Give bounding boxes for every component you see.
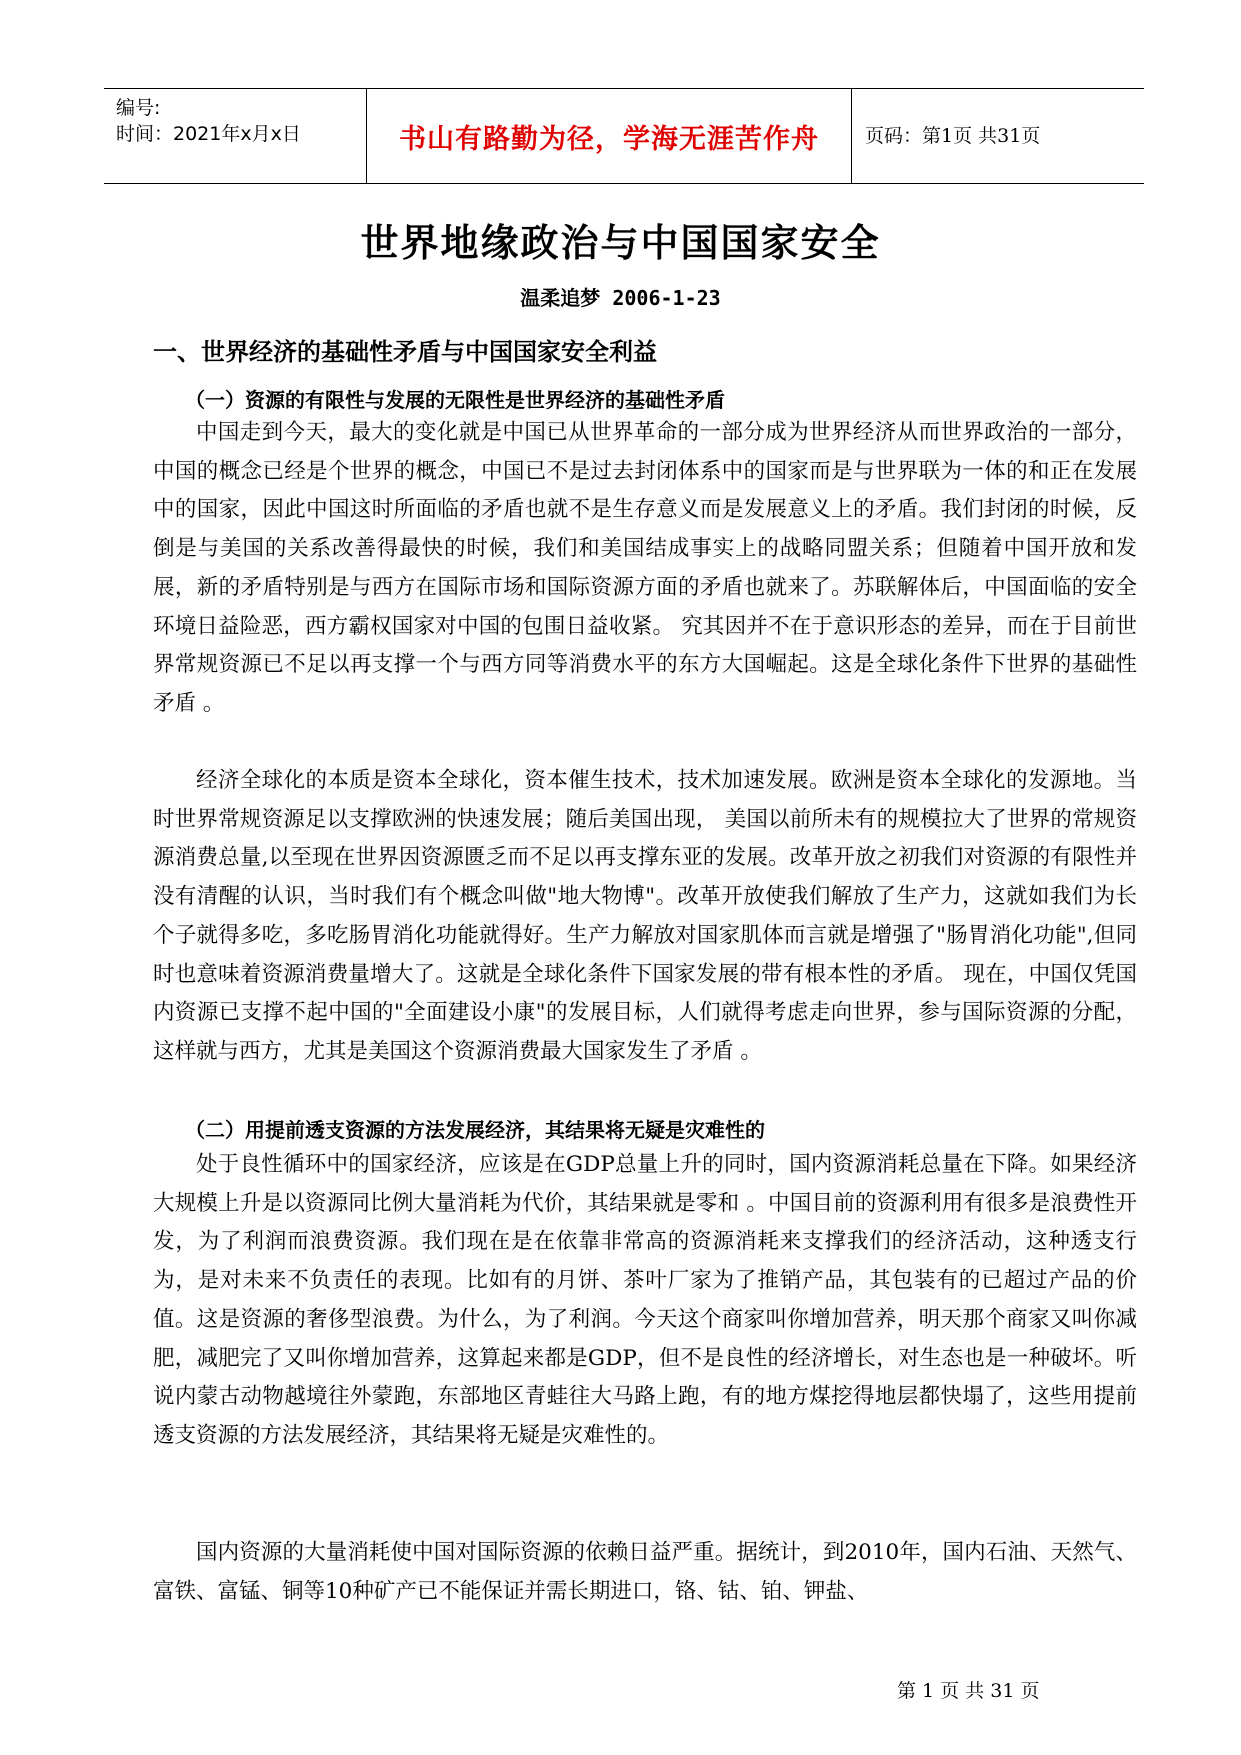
header-motto-cell bbox=[366, 89, 852, 183]
paragraph-2: 经济全球化的本质是资本全球化，资本催生技术，技术加速发展。欧洲是资本全球化的发源地。当时世界常规资源足以支撑欧洲的快速发展；随后美国出现， 美国以前所未有的规模拉大了世界的常规资源消费总量,以至现在世界因资源匮乏而不足以再支撑东亚的发展。改革开放之初我们对资源的有限性并没有清醒的认识，当时我们有个概念叫做"地大物博"。改革开放使我们解放了生产力，这就如我们为长个子就得多吃，多吃肠胃消化功能就得好。生产力解放对国家肌体而言就是增强了"肠胃消化功能",但同时也意味着资源消费量增大了。这就是全球化条件下国家发展的带有根本性的矛盾。 现在，中国仅凭国内资源已支撑不起中国的"全面建设小康"的发展目标，人们就得考虑走向世界，参与国际资源的分配，这样就与西方，尤其是美国这个资源消费最大国家发生了矛盾 。 bbox=[153, 768, 1137, 1064]
paragraph-3: 处于良性循环中的国家经济，应该是在GDP总量上升的同时，国内资源消耗总量在下降。如果经济大规模上升是以资源同比例大量消耗为代价，其结果就是零和 。中国目前的资源利用有很多是浪费性开发，为了利润而浪费资源。我们现在是在依靠非常高的资源消耗来支撑我们的经济活动，这种透支行为，是对未来不负责任的表现。比如有的月饼、茶叶厂家为了推销产品，其包装有的已超过产品的价值。这是资源的奢侈型浪费。为什么，为了利润。今天这个商家叫你增加营养，明天那个商家又叫你减肥，减肥完了又叫你增加营养，这算起来都是GDP，但不是良性的经济增长，对生态也是一种破坏。听说内蒙古动物越境往外蒙跑，东部地区青蛙往大马路上跑，有的地方煤挖得地层都快塌了，这些用提前透支资源的方法发展经济，其结果将无疑是灾难性的。 bbox=[153, 1152, 1137, 1448]
header-page-cell bbox=[851, 89, 1144, 183]
header-table bbox=[104, 88, 1144, 184]
subsection-heading-1: （一）资源的有限性与发展的无限性是世界经济的基础性矛盾 bbox=[185, 388, 725, 412]
serial-number-label: 编号: bbox=[116, 97, 161, 119]
time-label: 时间：2021年x月x日 bbox=[116, 123, 301, 145]
section-heading-1: 一、世界经济的基础性矛盾与中国国家安全利益 bbox=[153, 337, 657, 366]
page-number-label: 页码：第1页 共31页 bbox=[865, 125, 1041, 147]
paragraph-4: 国内资源的大量消耗使中国对国际资源的依赖日益严重。据统计，到2010年，国内石油、天然气、富铁、富锰、铜等10种矿产已不能保证并需长期进口，铬、钴、铂、钾盐、 bbox=[153, 1540, 1137, 1604]
header-meta-cell bbox=[104, 89, 366, 183]
subsection-heading-2: （二）用提前透支资源的方法发展经济，其结果将无疑是灾难性的 bbox=[185, 1118, 765, 1142]
author-date-byline: 温柔追梦 2006-1-23 bbox=[520, 286, 721, 310]
document-title: 世界地缘政治与中国国家安全 bbox=[360, 220, 881, 265]
paragraph-1: 中国走到今天，最大的变化就是中国已从世界革命的一部分成为世界经济从而世界政治的一部分，中国的概念已经是个世界的概念，中国已不是过去封闭体系中的国家而是与世界联为一体的和正在发展中的国家，因此中国这时所面临的矛盾也就不是生存意义而是发展意义上的矛盾。我们封闭的时候，反倒是与美国的关系改善得最快的时候，我们和美国结成事实上的战略同盟关系；但随着中国开放和发展，新的矛盾特别是与西方在国际市场和国际资源方面的矛盾也就来了。苏联解体后，中国面临的安全环境日益险恶，西方霸权国家对中国的包围日益收紧。 究其因并不在于意识形态的差异，而在于目前世界常规资源已不足以再支撑一个与西方同等消费水平的东方大国崛起。这是全球化条件下世界的基础性矛盾 。 bbox=[153, 420, 1137, 716]
footer-page-number: 第 1 页 共 31 页 bbox=[897, 1680, 1040, 1702]
motto-text: 书山有路勤为径，学海无涯苦作舟 bbox=[399, 124, 819, 155]
